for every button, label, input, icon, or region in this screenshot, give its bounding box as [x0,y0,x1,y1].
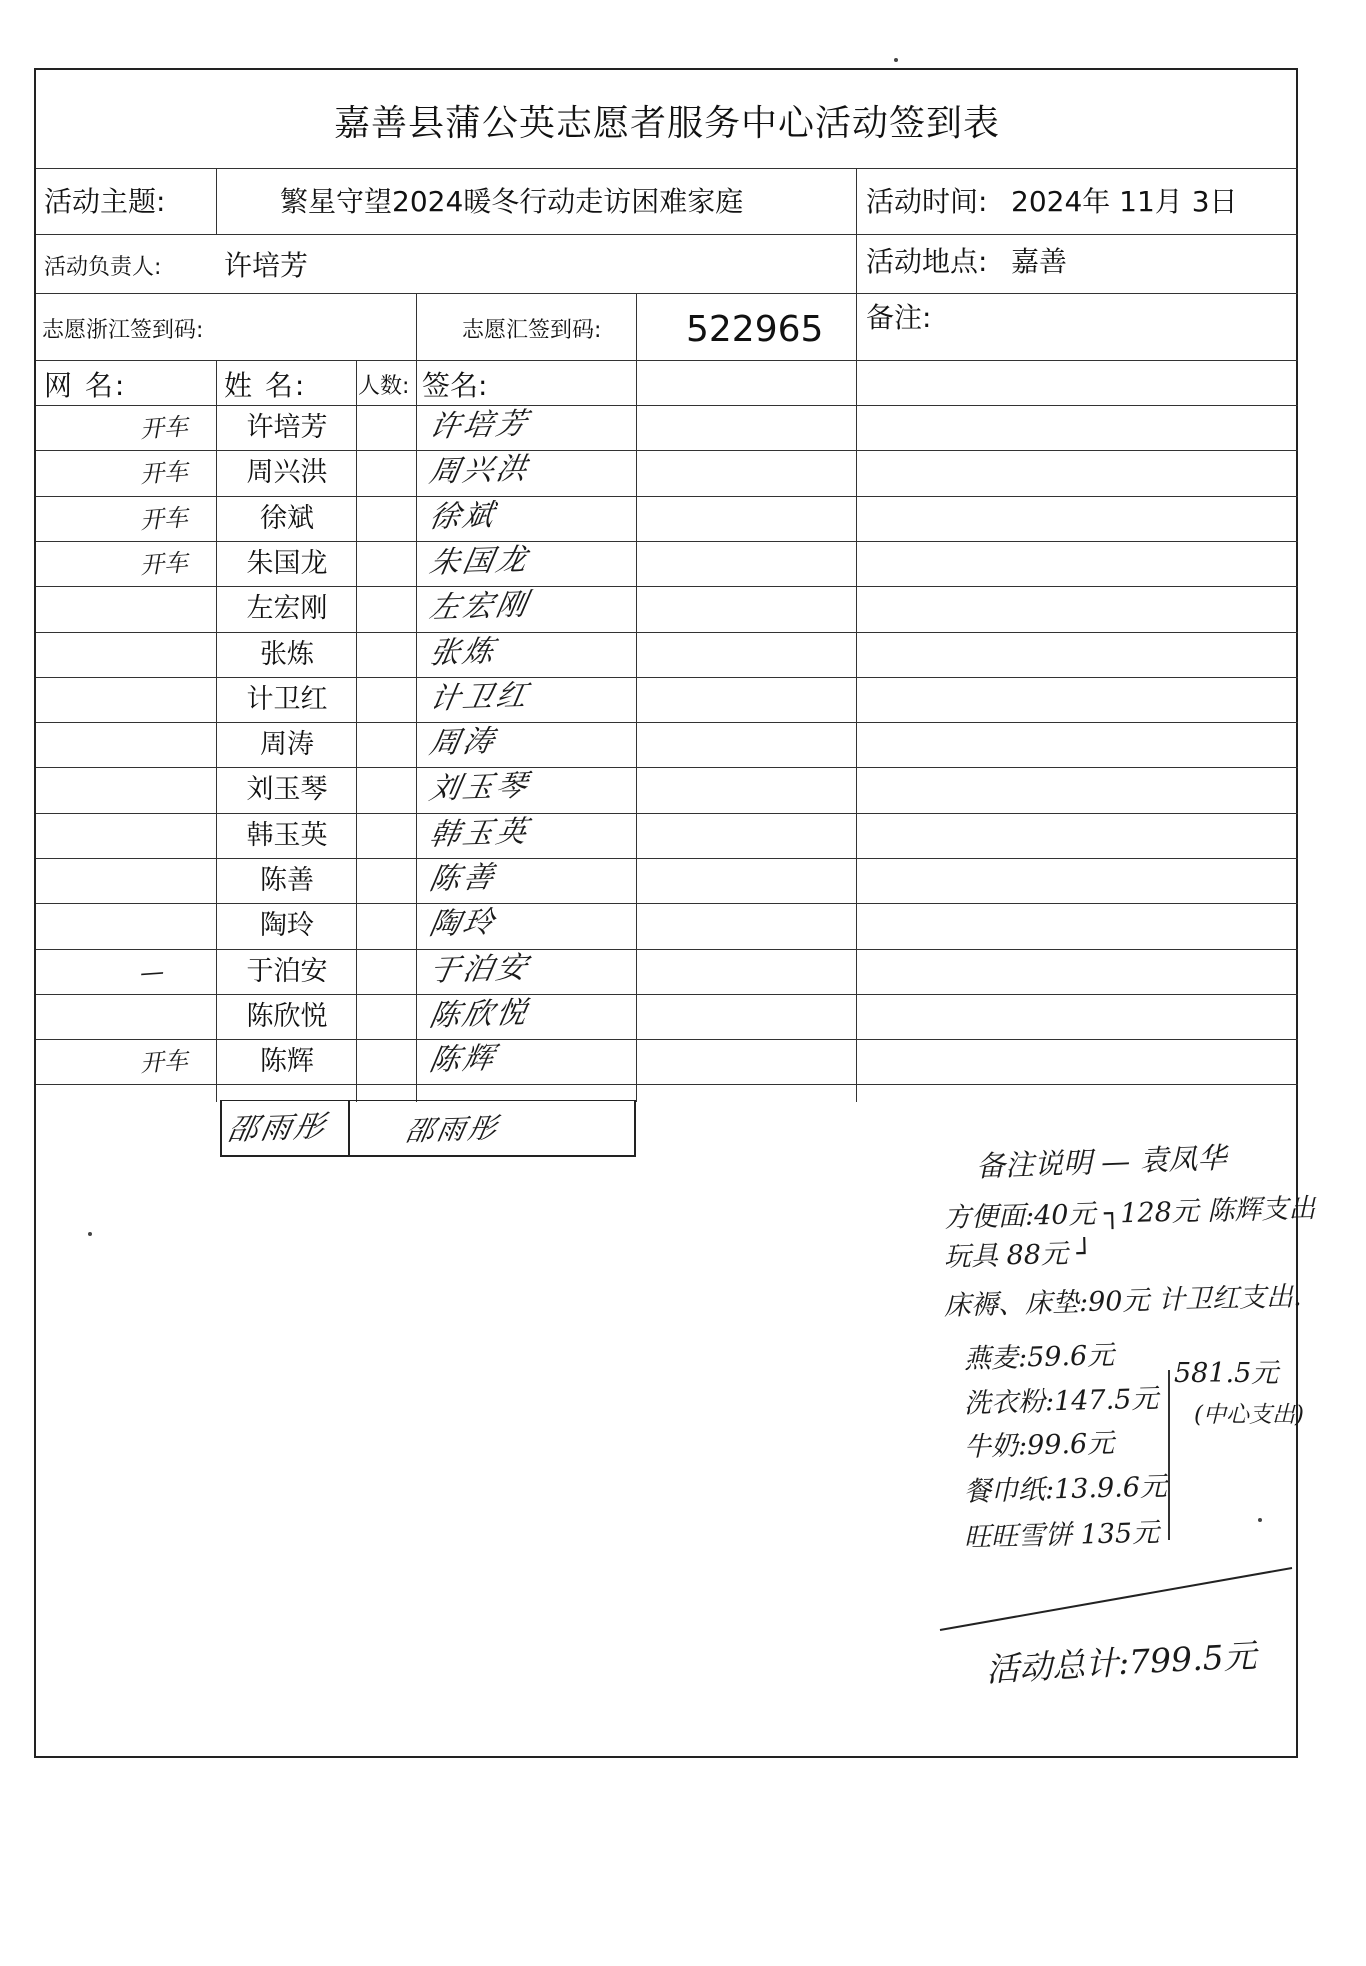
speck [894,58,898,62]
signature: 陈善 [426,859,500,898]
note-line: 牛奶:99.6元 [963,1428,1115,1463]
net-name: 开车 [139,548,189,580]
note-line: 旺旺雪饼 135元 [963,1517,1160,1554]
person-name: 周兴洪 [246,457,328,488]
person-name: 陈欣悦 [246,1001,328,1032]
net-name: 开车 [139,1046,189,1078]
signature: 张炼 [426,633,500,672]
table-row [36,632,1298,677]
net-name: — [139,957,165,987]
rule-row2-bottom [36,293,1298,294]
table-row [36,722,1298,767]
table-row [36,903,1298,948]
place-value: 嘉善 [1011,245,1068,278]
notes-subtotal: 581.5元 [1174,1358,1279,1389]
rule-v-zj [416,293,417,360]
net-name: 开车 [139,503,189,535]
header-sign: 签名: [422,369,488,402]
table-row [36,541,1298,586]
table-row [36,1039,1298,1084]
person-name: 陈善 [260,865,314,896]
signature: 于泊安 [426,950,533,989]
time-value: 2024年 11月 3日 [1011,185,1238,218]
notes-bracket [1168,1370,1170,1540]
rule-v-zyh [636,293,637,360]
rule-row3-bottom [36,360,1298,361]
remark-label: 备注: [866,301,932,334]
theme-value: 繁星守望2024暖冬行动走访困难家庭 [280,185,744,218]
leader-value: 许培芳 [224,249,309,282]
header-count: 人数: [358,374,410,399]
signature: 陈欣悦 [426,995,533,1034]
person-name: 陈辉 [260,1046,314,1077]
speck [88,1232,92,1236]
table-row [36,813,1298,858]
table-row [36,496,1298,541]
table-row [36,586,1298,631]
net-name: 开车 [139,412,189,444]
person-name: 陶玲 [260,910,314,941]
person-name: 于泊安 [246,956,328,987]
signature: 周兴洪 [426,451,533,490]
place-label: 活动地点: [866,245,988,278]
notes-title: 备注说明 — 袁凤华 [975,1140,1227,1184]
zyh-code-label: 志愿汇签到码: [462,318,602,343]
note-line: 燕麦:59.6元 [963,1340,1115,1375]
zyh-code-value: 522965 [686,309,824,350]
signature: 刘玉琴 [426,768,533,807]
person-name: 朱国龙 [246,548,328,579]
rule-v-time [856,168,857,360]
rule-v-theme [216,168,217,234]
rule-title-bottom [36,168,1298,169]
person-name: 刘玉琴 [246,774,328,805]
time-label: 活动时间: [866,185,988,218]
signature: 徐斌 [426,497,500,536]
signature: 计卫红 [426,678,533,717]
note-line: 玩具 88元 ┘ [943,1238,1094,1273]
table-row [36,405,1298,450]
header-net: 网 名: [44,369,127,402]
person-name: 韩玉英 [246,820,328,851]
signature: 周涛 [426,723,500,762]
person-name: 张炼 [260,639,314,670]
note-line: 餐巾纸:13.9.6元 [963,1471,1168,1508]
signature: 朱国龙 [426,542,533,581]
speck [1258,1518,1262,1522]
table-row [36,949,1298,994]
person-name: 计卫红 [246,684,328,715]
rule-row-bottom [36,1084,1298,1085]
table-row [36,677,1298,722]
table-row [36,767,1298,812]
extra-name: 邵雨彤 [224,1109,331,1148]
note-line: 方便面:40元 ┐128元 陈辉支出 [943,1193,1316,1234]
signature: 许培芳 [426,406,533,445]
extra-signature: 邵雨彤 [402,1111,503,1148]
table-row [36,994,1298,1039]
leader-label: 活动负责人: [44,255,162,280]
table-row [36,858,1298,903]
person-name: 徐斌 [260,503,314,534]
table-row [36,450,1298,495]
note-line: 床褥、床垫:90元 计卫红支出. [943,1281,1302,1322]
notes-subtotal-note: (中心支出) [1194,1402,1304,1428]
sign-in-sheet [34,68,1316,1758]
note-line: 洗衣粉:147.5元 [963,1383,1159,1420]
theme-label: 活动主题: [44,185,166,218]
total-underline [936,1564,1296,1634]
signature: 左宏刚 [426,587,533,626]
rule-row1-bottom [36,234,1298,235]
person-name: 许培芳 [246,412,328,443]
net-name: 开车 [139,457,189,489]
signature: 陈辉 [426,1040,500,1079]
sheet-title: 嘉善县蒲公英志愿者服务中心活动签到表 [333,103,1000,144]
signature: 陶玲 [426,904,500,943]
person-name: 周涛 [260,729,314,760]
signature: 韩玉英 [426,814,533,853]
person-name: 左宏刚 [246,593,328,624]
notes-total: 活动总计:799.5元 [985,1635,1258,1690]
header-name: 姓 名: [224,369,307,402]
zj-code-label: 志愿浙江签到码: [42,318,204,343]
